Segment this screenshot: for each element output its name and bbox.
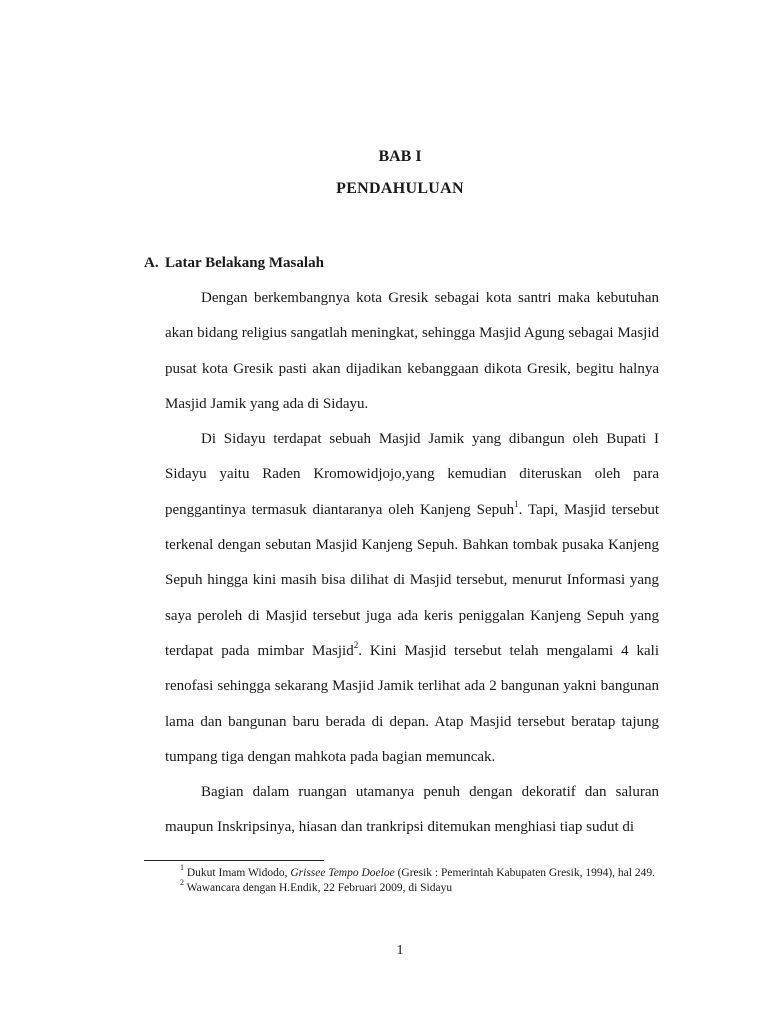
- footnote-ref-1[interactable]: 1: [514, 498, 519, 509]
- page-number: 1: [396, 943, 404, 958]
- paragraph-2: [165, 422, 659, 775]
- section-letter: A.: [144, 255, 159, 271]
- footnote-1-text-a: Dukut Imam Widodo,: [184, 867, 291, 879]
- footnotes: [144, 863, 664, 896]
- section-heading: [144, 255, 324, 272]
- footnote-1-book-title: Grissee Tempo Doeloe: [290, 867, 395, 879]
- paragraph-2-part-c: . Kini Masjid tersebut telah mengalami 4 kali renofasi sehingga sekarang Masjid Jamik terlihat ada 2 bangunan yakni bangunan lama dan bangunan baru berada di depan. Atap Masjid tersebut beratap tajung tumpang tiga dengan mahkota pada bagian memuncak.: [165, 642, 659, 765]
- paragraph-1: Dengan berkembangnya kota Gresik sebagai kota santri maka kebutuhan akan bidang religius sangatlah meningkat, sehingga Masjid Agung sebagai Masjid pusat kota Gresik pasti akan dijadikan kebanggaan dikota Gresik, begitu halnya Masjid Jamik yang ada di Sidayu.: [165, 290, 659, 412]
- section-title: Latar Belakang Masalah: [165, 255, 324, 271]
- paragraph-2-part-b: . Tapi, Masjid tersebut terkenal dengan sebutan Masjid Kanjeng Sepuh. Bahkan tombak pusaka Kanjeng Sepuh hingga kini masih bisa dilihat di Masjid tersebut, menurut Informasi yang saya peroleh di Masjid tersebut juga ada keris peniggalan Kanjeng Sepuh yang terdapat pada mimbar Masjid: [165, 501, 659, 659]
- footnote-1: [144, 863, 664, 881]
- body-text: [165, 281, 659, 846]
- footnote-2-number: 2: [180, 878, 184, 888]
- footnote-1-number: 1: [180, 863, 184, 873]
- paragraph-2-part-a: Di Sidayu terdapat sebuah Masjid Jamik yang dibangun oleh Bupati I Sidayu yaitu Raden Kromowidjojo,yang kemudian diteruskan oleh para penggantinya termasuk diantaranya oleh Kanjeng Sepuh: [165, 431, 659, 518]
- paragraph-3: Bagian dalam ruangan utamanya penuh dengan dekoratif dan saluran maupun Inskripsinya, hiasan dan trankripsi ditemukan menghiasi tiap sudut di: [165, 784, 659, 836]
- footnote-ref-2[interactable]: 2: [353, 639, 359, 650]
- chapter-title: PENDAHULUAN: [336, 180, 464, 197]
- chapter-number: BAB I: [378, 148, 422, 165]
- footnote-2-text: Wawancara dengan H.Endik, 22 Februari 2009, di Sidayu: [184, 882, 453, 894]
- footnote-divider: [144, 860, 324, 861]
- footnote-1-text-b: (Gresik : Pemerintah Kabupaten Gresik, 1994), hal 249.: [394, 867, 655, 879]
- footnote-2: [144, 878, 664, 896]
